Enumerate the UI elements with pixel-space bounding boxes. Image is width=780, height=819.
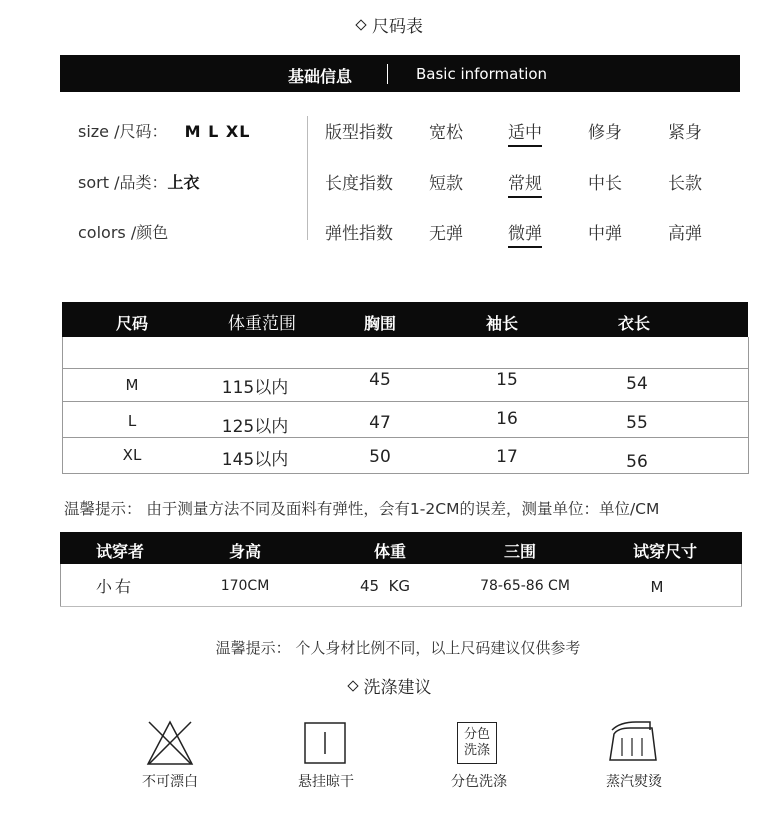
index-option-selected: 常规 [508,169,542,198]
cell-body-weight: 45 KG [359,577,411,595]
index-option: 紧身 [668,123,702,143]
cell-weight: 145以内 [221,450,289,470]
index-option: 中长 [588,174,622,194]
header-weight: 体重范围 [228,314,296,334]
wash-separately-icon [457,722,497,764]
cell-chest: 45 [369,370,391,390]
washing-title [0,673,780,698]
cell-size: M [125,376,139,394]
cell-sleeve: 17 [496,447,518,467]
diamond-bullet-icon [347,680,358,691]
table-rule [62,368,749,369]
no-bleach-icon [145,718,195,768]
icon-label-no-bleach: 不可漂白 [142,774,198,790]
steam-iron-icon [606,716,662,766]
index-option: 宽松 [429,123,463,143]
header-sleeve: 袖长 [485,314,518,333]
cell-measurements: 78-65-86 CM [480,578,570,594]
header-divider [387,64,388,84]
table-rule [62,401,749,402]
header-chest: 胸围 [363,314,396,333]
hang-dry-icon [304,722,346,764]
sort-info [78,170,199,193]
table-border [741,564,742,607]
cell-size: L [127,412,137,430]
cell-model-name: 小右 [95,577,134,596]
basic-info-header [60,55,740,92]
cell-weight: 125以内 [221,417,289,437]
header-size: 尺码 [115,314,148,333]
colors-label: colors /颜色 [78,223,169,242]
sort-value: 上衣 [167,173,200,192]
measurement-note: 温馨提示： 由于测量方法不同及面料有弹性，会有1-2CM的误差，测量单位：单位/CM [64,500,660,518]
size-label: size /尺码： [78,122,168,141]
info-separator [307,116,308,240]
washing-title-text: 洗涤建议 [363,678,432,698]
basic-info-header-en: Basic information [416,65,548,83]
cell-size: XL [122,446,142,464]
table-border [60,564,61,607]
model-table-header [60,532,742,564]
diamond-bullet-icon [355,19,366,30]
icon-label-wash-separately: 分色洗涤 [451,774,507,790]
index-option: 修身 [588,123,622,143]
header-height: 身高 [228,542,261,561]
index-option-selected: 适中 [508,118,542,147]
index-option: 无弹 [429,224,463,244]
table-border [748,337,749,474]
cell-fit-size: M [650,578,664,596]
cell-sleeve: 16 [496,409,518,429]
size-info [78,119,250,142]
index-option: 长款 [668,174,702,194]
index-option: 中弹 [588,224,622,244]
body-proportion-note: 温馨提示： 个人身材比例不同，以上尺码建议仅供参考 [215,639,581,657]
header-measurements: 三围 [503,542,536,561]
basic-info-header-cn: 基础信息 [288,67,353,86]
size-chart-title [0,12,780,37]
index-option: 短款 [429,174,463,194]
cell-weight: 115以内 [221,378,289,398]
colors-info [78,220,168,243]
cell-chest: 50 [369,447,391,467]
index-name: 长度指数 [325,174,393,194]
index-option: 高弹 [668,224,702,244]
cell-length: 55 [626,413,648,433]
cell-height: 170CM [220,578,270,594]
cell-length: 56 [626,452,648,472]
header-model: 试穿者 [95,542,144,561]
size-table-header [62,302,748,337]
header-body-weight: 体重 [373,542,406,561]
icon-text: 洗涤 [463,743,490,758]
index-name: 弹性指数 [325,224,393,244]
cell-sleeve: 15 [496,370,518,390]
size-value: M L XL [184,122,251,141]
icon-text: 分色 [463,727,490,742]
cell-length: 54 [626,374,648,394]
table-rule [62,437,749,438]
header-fit-size: 试穿尺寸 [632,542,697,561]
icon-label-steam-iron: 蒸汽熨烫 [606,774,662,790]
header-length: 衣长 [617,314,650,333]
sort-label: sort /品类： [78,173,168,192]
table-rule [62,473,749,474]
cell-chest: 47 [369,413,391,433]
size-chart-title-text: 尺码表 [372,17,423,37]
table-border [62,337,63,474]
index-name: 版型指数 [325,123,393,143]
table-rule [60,606,742,607]
index-option-selected: 微弹 [508,219,542,248]
icon-label-hang-dry: 悬挂晾干 [298,774,354,790]
